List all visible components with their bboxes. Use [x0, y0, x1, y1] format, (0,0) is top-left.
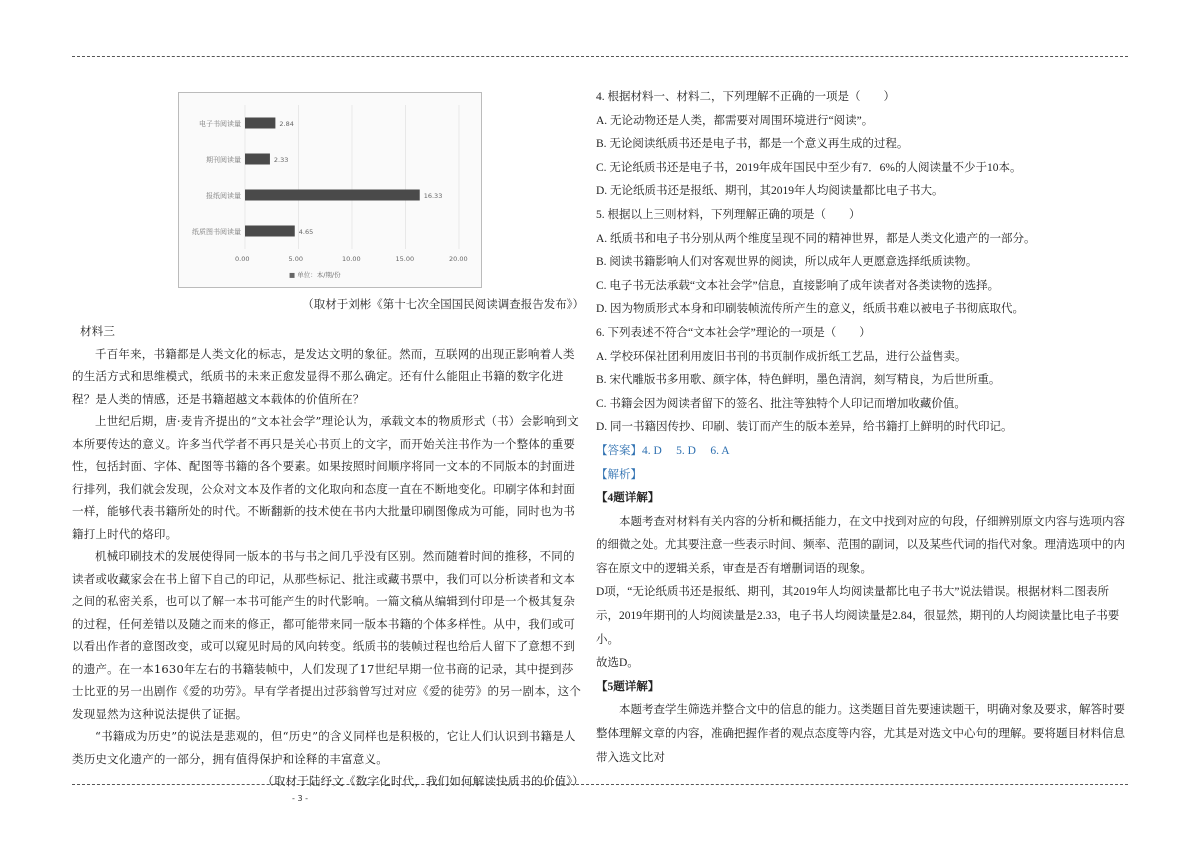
- option: D. 同一书籍因传抄、印刷、装订而产生的版本差异，给书籍打上鲜明的时代印记。: [596, 421, 1013, 434]
- option: A. 纸质书和电子书分别从两个维度呈现不同的精神世界，都是人类文化遗产的一部分。: [596, 232, 1036, 245]
- option: C. 电子书无法承载“文本社会学”信息，直接影响了成年读者对各类读物的选择。: [596, 279, 1000, 292]
- bar: [245, 118, 275, 129]
- bar-chart-svg: [179, 93, 481, 287]
- bar: [245, 226, 295, 237]
- value-label: 2.33: [273, 156, 289, 164]
- value-label: 16.33: [423, 192, 443, 200]
- bar: [245, 190, 420, 201]
- option: D. 因为物质形式本身和印刷装帧流传所产生的意义，纸质书难以被电子书彻底取代。: [596, 303, 1025, 316]
- right-column: [596, 86, 1128, 770]
- option: B. 无论阅读纸质书还是电子书，都是一个意义再生成的过程。: [596, 138, 909, 151]
- option: B. 阅读书籍影响人们对客观世界的阅读，所以成年人更愿意选择纸质读物。: [596, 256, 978, 269]
- answer-text: 4. D 5. D 6. A: [642, 444, 730, 457]
- detail-paragraph: 故选D。: [596, 657, 639, 670]
- material-source: （取材于陆纾文《数字化时代，我们如何解读快质书的价值》）: [262, 774, 584, 788]
- question-5: 5. 根据以上三则材料，下列理解正确的项是（ ）: [596, 208, 861, 221]
- paragraph: 上世纪后期，唐·麦肯齐提出的“文本社会学”理论认为，承载文本的物质形式（书）会影响到文本所要传达的意义。许多当代学者不再只是关心书页上的文字，而开始关注书作为一个整体的重要性，包括封面、字体、配图等书籍的各个要素。如果按照时间顺序将同一文本的不同版本的封面进行排列，我们就会发现，公众对文本及作者的文化取向和态度一直在不断地变化。印刷字体和封面一样，能够代表书籍所处的时代。不断翻新的技术使在书内大批量印刷图像成为可能，同时也为书籍打上时代的烙印。: [72, 414, 580, 541]
- option: A. 无论动物还是人类，都需要对周围环境进行“阅读”。: [596, 114, 874, 127]
- value-label: 4.65: [298, 228, 314, 236]
- page-number: - 3 -: [292, 794, 308, 803]
- paragraph: 机械印刷技术的发展使得同一版本的书与书之间几乎没有区别。然而随着时间的推移，不同的读者或收藏家会在书上留下自己的印记，从那些标记、批注或藏书票中，我们可以分析读者和文本之间的私密关系，也可以了解一本书可能产生的时代影响。一篇文稿从编辑到付印是一个极其复杂的过程，任何差错以及随之而来的修正，都可能带来同一版本书籍的个体多样性。从中，我们或可以看出作者的意图改变，或可以窥见时局的风向转变。纸质书的装帧过程也给后人留下了意想不到的遗产。在一本1630年左右的书籍装帧中，人们发现了17世纪早期一位书商的记录，其中提到莎士比亚的另一出剧作《爱的功劳》。早有学者提出过莎翁曾写过对应《爱的徒劳》的另一剧本，这个发现显然为这种说法提供了证据。: [72, 549, 582, 721]
- question-4: 4. 根据材料一、材料二，下列理解不正确的一项是（ ）: [596, 91, 895, 103]
- category-label: 电子书阅读量: [199, 120, 241, 128]
- tick-label: 20.00: [449, 255, 468, 263]
- option: B. 宋代雕版书多用歌、颜字体，特色鲜明，墨色清润，刻写精良，为后世所重。: [596, 374, 1001, 387]
- chart-source: （取材于刘彬《第十七次全国国民阅读调查报告发布》）: [302, 297, 584, 311]
- detail-paragraph: 本题考查学生筛选并整合文中的信息的能力。这类题目首先要速读题干，明确对象及要求，解答时要整体理解文章的内容，准确把握作者的观点态度等内容，尤其是对选文中心句的理解。要将题目材料信息带入选文比对: [596, 704, 1125, 764]
- detail-paragraph: D项，“无论纸质书还是报纸、期刊，其2019年人均阅读量都比电子书大”说法错误。根据材料二图表所示，2019年期刊的人均阅读量是2.33，电子书人均阅读量是2.84，很显然，期刊的人均阅读量比电子书要小。: [596, 586, 1120, 646]
- top-rule: [72, 56, 1128, 57]
- value-label: 2.84: [279, 120, 294, 128]
- category-label: 期刊阅读量: [206, 156, 241, 164]
- material-three-heading: 材料三: [80, 324, 116, 338]
- tick-label: 10.00: [342, 255, 361, 263]
- option: A. 学校环保社团利用废旧书刊的书页制作成折纸工艺品，进行公益售卖。: [596, 350, 967, 363]
- detail-5-title: 【5题详解】: [596, 680, 660, 693]
- bar: [245, 154, 270, 165]
- detail-4-title: 【4题详解】: [596, 492, 660, 505]
- detail-paragraph: 本题考查对材料有关内容的分析和概括能力，在文中找到对应的句段，仔细辨别原文内容与选项内容的细微之处。尤其要注意一些表示时间、频率、范围的副词，以及某些代词的指代对象。理清选项中的内容在原文中的逻辑关系，审查是否有增删词语的现象。: [596, 515, 1125, 575]
- left-column: [72, 320, 584, 793]
- option: D. 无论纸质书还是报纸、期刊，其2019年人均阅读量都比电子书大。: [596, 185, 944, 198]
- paragraph: 千百年来，书籍都是人类文化的标志，是发达文明的象征。然而，互联网的出现正影响着人类的生活方式和思维模式，纸质书的未来正愈发显得不那么确定。还有什么能阻止书籍的数字化进程？是人类的情感，还是书籍超越文本载体的价值所在？: [72, 346, 575, 406]
- analysis-tag: 【解析】: [596, 468, 642, 481]
- bar-chart: [178, 92, 482, 288]
- category-label: 报纸阅读量: [206, 192, 241, 200]
- option: C. 无论纸质书还是电子书，2019年成年国民中至少有7．6%的人阅读量不少于10本。: [596, 161, 1022, 174]
- option: C. 书籍会因为阅读者留下的签名、批注等独特个人印记而增加收藏价值。: [596, 397, 966, 410]
- answer-tag: 【答案】: [596, 444, 642, 457]
- question-6: 6. 下列表述不符合“文本社会学”理论的一项是（ ）: [596, 326, 871, 339]
- legend: ■ 单位：本/期/份: [289, 271, 341, 279]
- tick-label: 15.00: [395, 255, 415, 263]
- category-label: 纸质图书阅读量: [192, 228, 241, 236]
- paragraph: “书籍成为历史”的说法是悲观的，但“历史”的含义同样也是积极的，它让人们认识到书籍是人类历史文化遗产的一部分，拥有值得保护和诠释的丰富意义。: [72, 729, 576, 766]
- tick-label: 5.00: [288, 255, 303, 263]
- tick-label: 0.00: [235, 255, 250, 263]
- answer-line: [596, 440, 1128, 464]
